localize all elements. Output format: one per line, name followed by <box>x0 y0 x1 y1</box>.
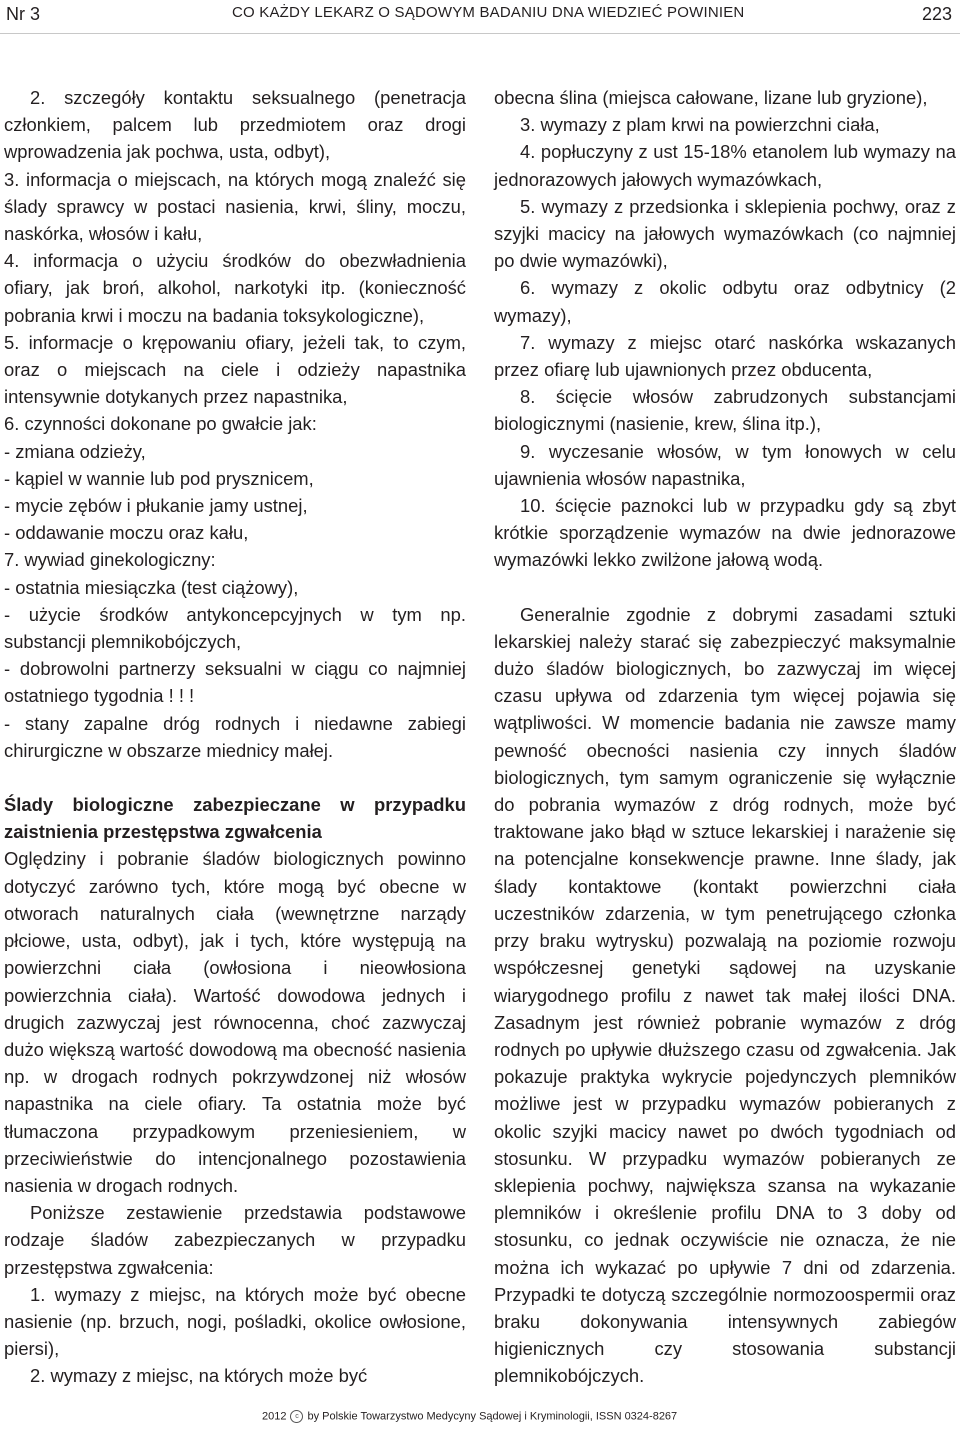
list-item: 5. informacje o krępowaniu ofiary, jeżeli tak, to czym, oraz o miejscach na ciele i odzieży napastnika intensywnie dotykanych przez napastnika, <box>4 331 466 408</box>
body-paragraph: Poniższe zestawienie przedstawia podstawowe rodzaje śladów zabezpieczanych w przypadku przestępstwa zgwałcenia: <box>4 1202 466 1278</box>
list-item: - dobrowolni partnerzy seksualni w ciągu co najmniej ostatniego tygodnia ! ! ! <box>4 658 466 707</box>
list-item: 7. wymazy z miejsc otarć naskórka wskazanych przez ofiarę lub ujawnionych przez obducenta, <box>494 331 956 381</box>
list-item: 5. wymazy z przedsionka i sklepienia pochwy, oraz z szyjki macicy na jałowych wymazówkach (co najmniej po dwie wymazówki), <box>494 195 956 272</box>
list-item: 6. wymazy z okolic odbytu oraz odbytnicy (2 wymazy), <box>494 277 956 326</box>
list-item: obecna ślina (miejsca całowane, lizane lub gryzione), <box>494 87 928 108</box>
list-item: 6. czynności dokonane po gwałcie jak: <box>4 413 317 435</box>
list-item: 2. wymazy z miejsc, na których może być <box>30 1365 368 1387</box>
left-column <box>4 84 466 1390</box>
page-header <box>0 0 960 40</box>
list-item: - oddawanie moczu oraz kału, <box>4 522 249 544</box>
right-column <box>494 84 956 1390</box>
list-item: 7. wywiad ginekologiczny: <box>4 549 216 571</box>
list-item: - zmiana odzieży, <box>4 440 146 462</box>
list-item: 2. szczegóły kontaktu seksualnego (penetracja członkiem, palcem lub przedmiotem oraz drogi wprowadzenia jak pochwa, usta, odbyt), <box>4 87 466 163</box>
header-rule <box>0 33 960 34</box>
page-number: 223 <box>921 4 952 24</box>
list-item: - mycie zębów i płukanie jamy ustnej, <box>4 495 308 517</box>
body-paragraph: Oględziny i pobranie śladów biologicznych powinno dotyczyć zarówno tych, które mogą być obecne w otworach naturalnych ciała (wewnętrzne narządy płciowe, usta, odbyt), jak i tych, które występują na powierzchni ciała (owłosiona i nieowłosiona powierzchnia ciała). Wartość dowodowa jednych i drugich zazwyczaj jest równocenna, choć zazwyczaj dużo większą wartość dowodową ma obecność nasienia np. w drogach rodnych pokrzywdzonej niż włosów napastnika na ciele ofiary. Ta ostatnia może być tłumaczona przypadkowym przeniesieniem, w przeciwieństwie do intencjonalnego pozostawienia nasienia w drogach rodnych. <box>4 848 466 1196</box>
copyright-icon: c <box>290 1410 303 1423</box>
list-item: 10. ścięcie paznokci lub w przypadku gdy są zbyt krótkie sporządzenie wymazów na dwie jednorazowe wymazówki lekko zwilżone jałową wodą. <box>494 495 956 571</box>
list-item: 3. informacja o miejscach, na których mogą znaleźć się ślady sprawcy w postaci nasienia, krwi, śliny, moczu, naskórka, włosów i kału, <box>4 168 466 245</box>
body-paragraph: Generalnie zgodnie z dobrymi zasadami sztuki lekarskiej należy starać się zabezpieczyć maksymalnie dużo śladów biologicznych, bo zazwyczaj im więcej czasu upływa od zdarzenia tym więcej pojawia się wątpliwości. W momencie badania nie zawsze mamy pewność obecności nasienia czy innych śladów biologicznych, tym samym ograniczenie się wyłącznie do pobrania wymazów z dróg rodnych, może być traktowane jako błąd w sztuce lekarskiej i narażenie się na potencjalne konsekwencje prawne. Inne ślady, jak ślady kontaktowe (kontakt powierzchni ciała uczestników zdarzenia, w tym penetrującego członka przy braku wytrysku) pozwalają na poziomie rozwoju współczesnej genetyki sądowej na uzyskanie wiarygodnego profilu z nawet tak małej ilości DNA. Zasadnym jest również pobranie wymazów z dróg rodnych po upływie dłuższego czasu od zgwałcenia. Jak pokazuje praktyka wykrycie pojedynczych plemników możliwe jest w przypadku wymazów pobieranych z okolic szyjki macicy nawet po dwóch tygodniach od stosunku. W przypadku wymazów pobieranych ze sklepienia pochwy, największa szansa na wykazanie plemników i określenie profilu DNA to 3 doby od stosunku, co jednak oczywiście nie oznacza, że nie można ich wykazać po upływie 7 dni od zdarzenia. Przypadki te dotyczą szczególnie normozoospermii oraz braku dokonywania intensywnych zabiegów higienicznych czy stosowania substancji plemnikobójczych. <box>494 603 956 1387</box>
list-item: 8. ścięcie włosów zabrudzonych substancjami biologicznymi (nasienie, krew, ślina itp.), <box>494 386 956 435</box>
footer-text: by Polskie Towarzystwo Medycyny Sądowej i Kryminologii, ISSN 0324-8267 <box>307 1410 678 1423</box>
list-item: 3. wymazy z plam krwi na powierzchni ciała, <box>520 114 880 136</box>
list-item: 1. wymazy z miejsc, na których może być obecne nasienie (np. brzuch, nogi, pośladki, okolice owłosione, piersi), <box>4 1283 466 1360</box>
issue-number: Nr 3 <box>6 4 41 24</box>
list-item: - stany zapalne dróg rodnych i niedawne zabiegi chirurgiczne w obszarze miednicy małej. <box>4 712 466 761</box>
list-item: - ostatnia miesiączka (test ciążowy), <box>4 576 299 598</box>
paragraph-gap <box>494 574 956 601</box>
running-title: CO KAŻDY LEKARZ O SĄDOWYM BADANIU DNA WIEDZIEĆ POWINIEN <box>232 4 745 21</box>
list-item: 9. wyczesanie włosów, w tym łonowych w celu ujawnienia włosów napastnika, <box>494 440 956 489</box>
list-item: 4. informacja o użyciu środków do obezwładnienia ofiary, jak broń, alkohol, narkotyki itp. (konieczność pobrania krwi i moczu na badania toksykologiczne), <box>4 250 466 326</box>
footer-year: 2012 <box>262 1410 287 1423</box>
list-item: - kąpiel w wannie lub pod prysznicem, <box>4 467 314 489</box>
section-heading: Ślady biologiczne zabezpieczane w przypadku zaistnienia przestępstwa zgwałcenia <box>4 794 466 843</box>
list-item: - użycie środków antykoncepcyjnych w tym np. substancji plemnikobójczych, <box>4 603 466 653</box>
list-item: 4. popłuczyny z ust 15-18% etanolem lub wymazy na jednorazowych jałowych wymazówkach, <box>494 141 956 190</box>
